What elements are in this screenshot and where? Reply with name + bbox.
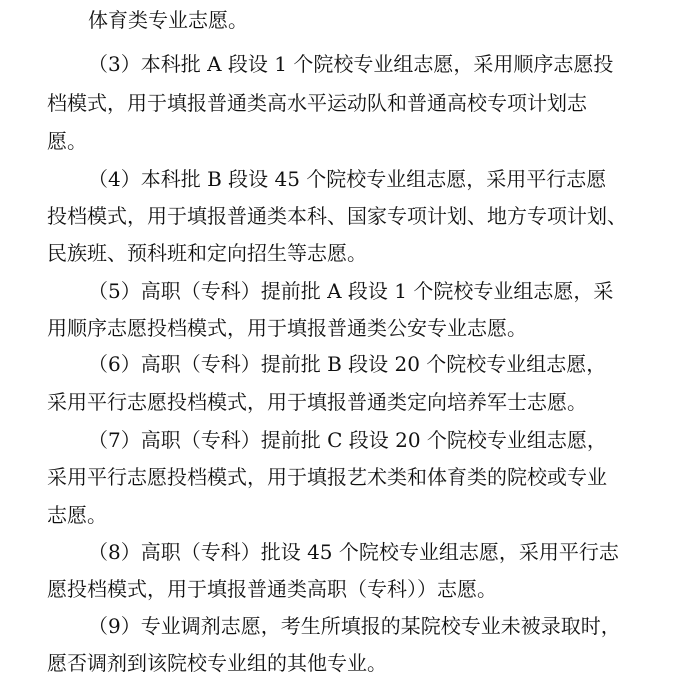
text-line: 档模式，用于填报普通类高水平运动队和普通高校专项计划志 (47, 91, 587, 115)
text-line: 用顺序志愿投档模式，用于填报普通类公安专业志愿。 (47, 316, 527, 340)
text-line: 投档模式，用于填报普通类本科、国家专项计划、地方专项计划、 (47, 204, 627, 228)
text-line: 采用平行志愿投档模式，用于填报普通类定向培养军士志愿。 (47, 390, 587, 414)
text-line: （5）高职（专科）提前批 A 段设 1 个院校专业组志愿，采 (88, 279, 614, 303)
text-line: （4）本科批 B 段设 45 个院校专业组志愿，采用平行志愿 (88, 167, 607, 191)
text-line: 愿投档模式，用于填报普通类高职（专科））志愿。 (47, 577, 497, 601)
text-line: （3）本科批 A 段设 1 个院校专业组志愿，采用顺序志愿投 (88, 52, 614, 76)
text-line: （9）专业调剂志愿，考生所填报的某院校专业未被录取时， (88, 614, 621, 638)
text-line: 愿否调剂到该院校专业组的其他专业。 (47, 651, 387, 675)
text-line: 体育类专业志愿。 (88, 8, 248, 32)
text-line: 采用平行志愿投档模式，用于填报艺术类和体育类的院校或专业 (47, 465, 607, 489)
text-line: 愿。 (47, 129, 87, 153)
text-line: （7）高职（专科）提前批 C 段设 20 个院校专业组志愿， (88, 428, 607, 452)
text-line: （6）高职（专科）提前批 B 段设 20 个院校专业组志愿， (88, 352, 607, 376)
text-line: 民族班、预科班和定向招生等志愿。 (47, 241, 367, 265)
text-line: 志愿。 (47, 503, 107, 527)
text-line: （8）高职（专科）批设 45 个院校专业组志愿，采用平行志 (88, 540, 619, 564)
